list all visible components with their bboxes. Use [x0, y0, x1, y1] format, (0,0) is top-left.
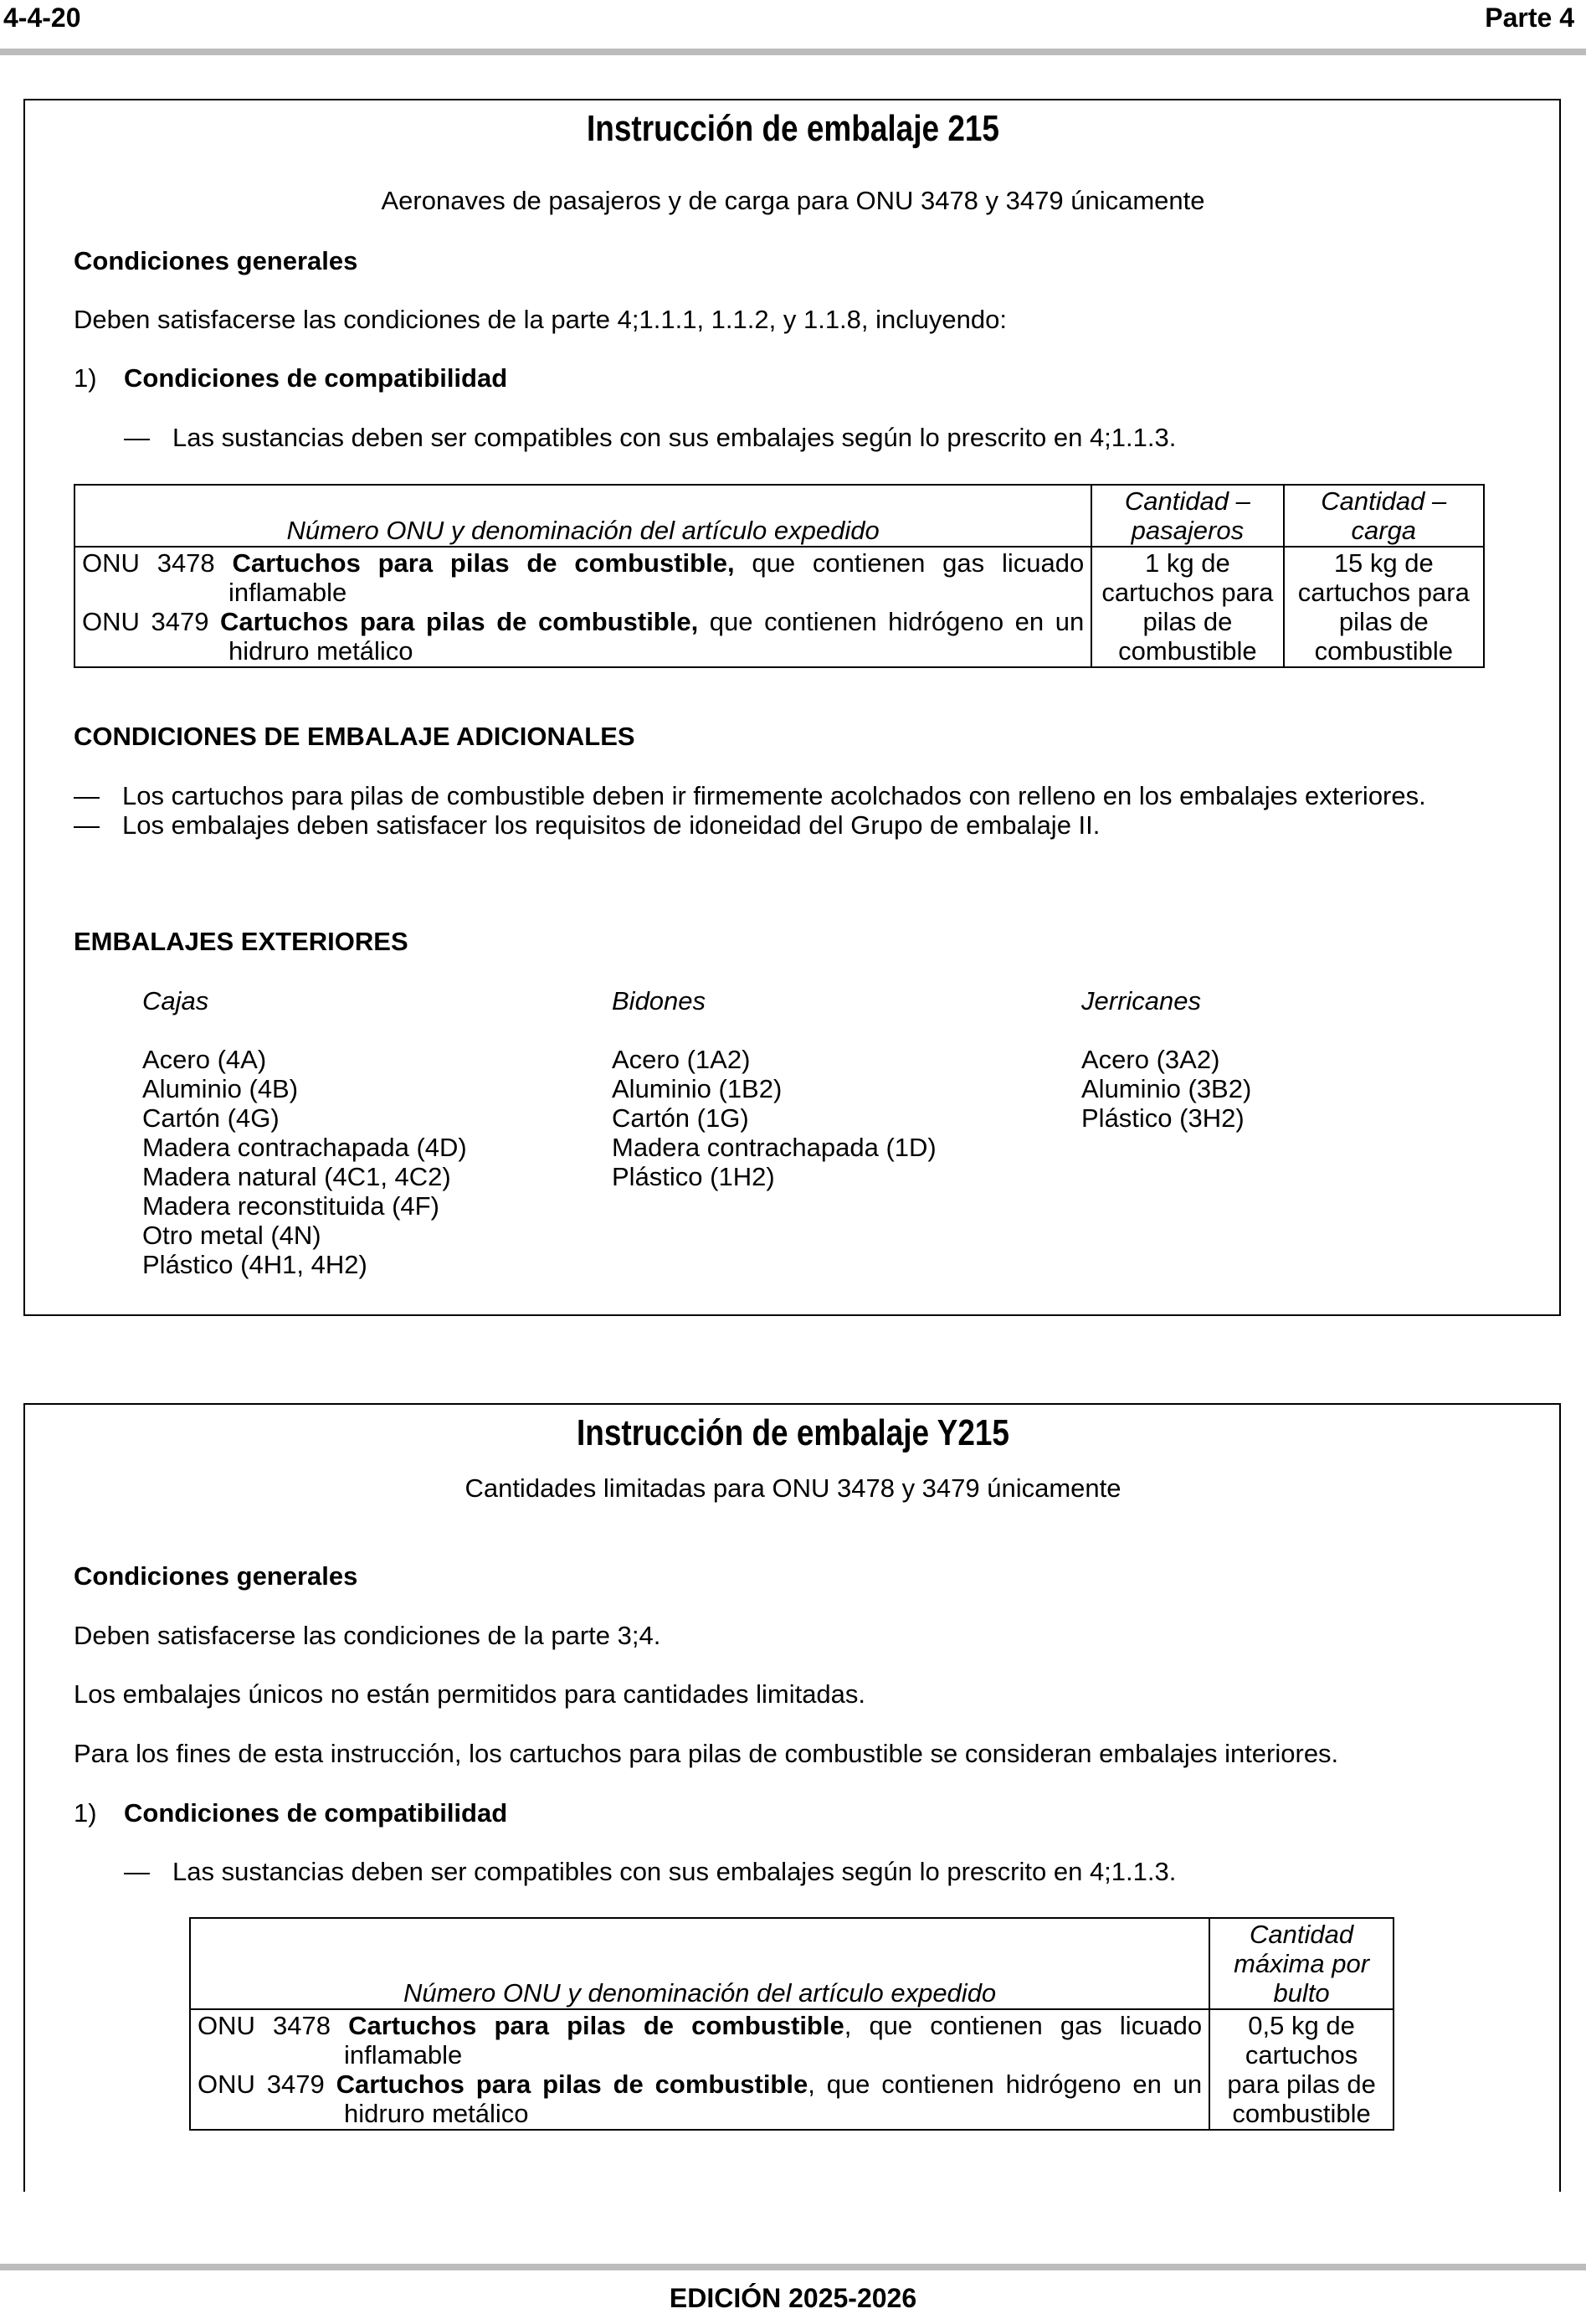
- piY215-general-line: Deben satisfacerse las condiciones de la parte 3;4.: [74, 1621, 661, 1650]
- list-item: [198, 2069, 1202, 2128]
- column-title: Cajas: [142, 986, 209, 1015]
- piY215-table: [189, 1917, 1394, 2131]
- list-item: Cartón (1G): [612, 1103, 749, 1133]
- list-item: Aluminio (3B2): [1081, 1074, 1252, 1103]
- list-item: Plástico (3H2): [1081, 1103, 1245, 1133]
- article-name: Cartuchos para pilas de combustible,: [220, 607, 699, 636]
- column-header-article: Número ONU y denominación del artículo expedido: [190, 1918, 1209, 2009]
- outer-column-boxes: [142, 986, 467, 1279]
- list-item: Cartón (4G): [142, 1103, 280, 1133]
- qty-cargo-cell: 15 kg de cartuchos para pilas de combustible: [1284, 547, 1484, 667]
- piY215-general-line: Para los fines de esta instrucción, los cartuchos para pilas de combustible se consideran embalajes interiores.: [74, 1739, 1339, 1768]
- list-item: [198, 2011, 1202, 2069]
- piY215-general-line: Los embalajes únicos no están permitidos para cantidades limitadas.: [74, 1679, 866, 1709]
- pi215-subtitle: Aeronaves de pasajeros y de carga para ONU 3478 y 3479 únicamente: [381, 186, 1205, 215]
- list-item: Madera reconstituida (4F): [142, 1191, 439, 1221]
- list-item: [82, 548, 1084, 607]
- article-description: que contienen gas licuado inflamable: [228, 548, 1085, 607]
- pi215-outer-heading: EMBALAJES EXTERIORES: [74, 927, 408, 956]
- dash: —: [74, 781, 100, 810]
- article-name: Cartuchos para pilas de combustible: [336, 2069, 808, 2099]
- pi215-table: [74, 484, 1485, 668]
- pi215-compat-dash: —: [124, 423, 150, 452]
- list-item: Plástico (4H1, 4H2): [142, 1250, 367, 1279]
- un-number: ONU 3478: [82, 548, 215, 578]
- table-header-row: [74, 485, 1484, 547]
- piY215-general-heading: Condiciones generales: [74, 1561, 358, 1591]
- pi215-general-heading: Condiciones generales: [74, 246, 358, 275]
- article-description: que contienen hidrógeno en un hidruro metálico: [228, 607, 1085, 666]
- piY215-title: Instrucción de embalaje Y215: [577, 1412, 1009, 1453]
- outer-column-jerricans: [1081, 986, 1251, 1133]
- column-title: Jerricanes: [1081, 986, 1201, 1015]
- list-item: [82, 607, 1084, 666]
- un-number: ONU 3479: [198, 2069, 325, 2099]
- header-rule: [0, 49, 1586, 55]
- list-item: Madera natural (4C1, 4C2): [142, 1162, 451, 1191]
- pi215-compat-heading: Condiciones de compatibilidad: [124, 363, 508, 393]
- table-row: [190, 2009, 1394, 2130]
- piY215-compat-text: Las sustancias deben ser compatibles con sus embalajes según lo prescrito en 4;1.1.3.: [172, 1857, 1177, 1886]
- list-item: Aluminio (4B): [142, 1074, 299, 1103]
- un-number: ONU 3478: [198, 2011, 331, 2040]
- column-header-article: Número ONU y denominación del artículo expedido: [74, 485, 1091, 547]
- table-header-row: [190, 1918, 1394, 2009]
- article-cell: [74, 547, 1091, 667]
- pi215-additional-heading: CONDICIONES DE EMBALAJE ADICIONALES: [74, 722, 635, 751]
- piY215-compat-dash: —: [124, 1857, 150, 1886]
- pi215-title: Instrucción de embalaje 215: [586, 108, 1000, 149]
- pi215-compat-text: Las sustancias deben ser compatibles con sus embalajes según lo prescrito en 4;1.1.3.: [172, 423, 1177, 452]
- un-number: ONU 3479: [82, 607, 209, 636]
- piY215-compat-heading: Condiciones de compatibilidad: [124, 1798, 508, 1828]
- pi215-additional-item: Los embalajes deben satisfacer los requisitos de idoneidad del Grupo de embalaje II.: [122, 810, 1101, 840]
- piY215-compat-number: 1): [74, 1798, 97, 1828]
- column-header-cargo: Cantidad – carga: [1284, 485, 1484, 547]
- article-description: , que contienen gas licuado inflamable: [344, 2011, 1203, 2069]
- pi215-general-text: Deben satisfacerse las condiciones de la parte 4;1.1.1, 1.1.2, y 1.1.8, incluyendo:: [74, 305, 1007, 334]
- list-item: Plástico (1H2): [612, 1162, 775, 1191]
- list-item: Acero (3A2): [1081, 1045, 1220, 1074]
- list-item: Madera contrachapada (4D): [142, 1133, 467, 1162]
- pi215-compat-number: 1): [74, 363, 97, 393]
- table-row: [74, 547, 1484, 667]
- edition-label: EDICIÓN 2025-2026: [669, 2283, 917, 2313]
- outer-column-drums: [612, 986, 937, 1191]
- list-item: Aluminio (1B2): [612, 1074, 783, 1103]
- list-item: Acero (4A): [142, 1045, 267, 1074]
- list-item: Acero (1A2): [612, 1045, 751, 1074]
- article-description: , que contienen hidrógeno en un hidruro metálico: [344, 2069, 1203, 2128]
- dash: —: [74, 810, 100, 840]
- qty-max-cell: 0,5 kg de cartuchos para pilas de combustible: [1209, 2009, 1394, 2130]
- article-name: Cartuchos para pilas de combustible: [348, 2011, 844, 2040]
- list-item: Madera contrachapada (1D): [612, 1133, 937, 1162]
- footer-rule: [0, 2264, 1586, 2270]
- column-header-passenger: Cantidad – pasajeros: [1091, 485, 1283, 547]
- piY215-subtitle: Cantidades limitadas para ONU 3478 y 3479 únicamente: [465, 1473, 1121, 1503]
- qty-passenger-cell: 1 kg de cartuchos para pilas de combustible: [1091, 547, 1283, 667]
- column-title: Bidones: [612, 986, 706, 1015]
- list-item: Otro metal (4N): [142, 1221, 321, 1250]
- article-name: Cartuchos para pilas de combustible,: [232, 548, 735, 578]
- part-label: Parte 4: [1485, 3, 1574, 33]
- column-header-max-qty: Cantidad máxima por bulto: [1209, 1918, 1394, 2009]
- pi215-additional-item: Los cartuchos para pilas de combustible deben ir firmemente acolchados con relleno en los embalajes exteriores.: [122, 781, 1426, 810]
- page-number: 4-4-20: [3, 3, 81, 33]
- article-cell: [190, 2009, 1209, 2130]
